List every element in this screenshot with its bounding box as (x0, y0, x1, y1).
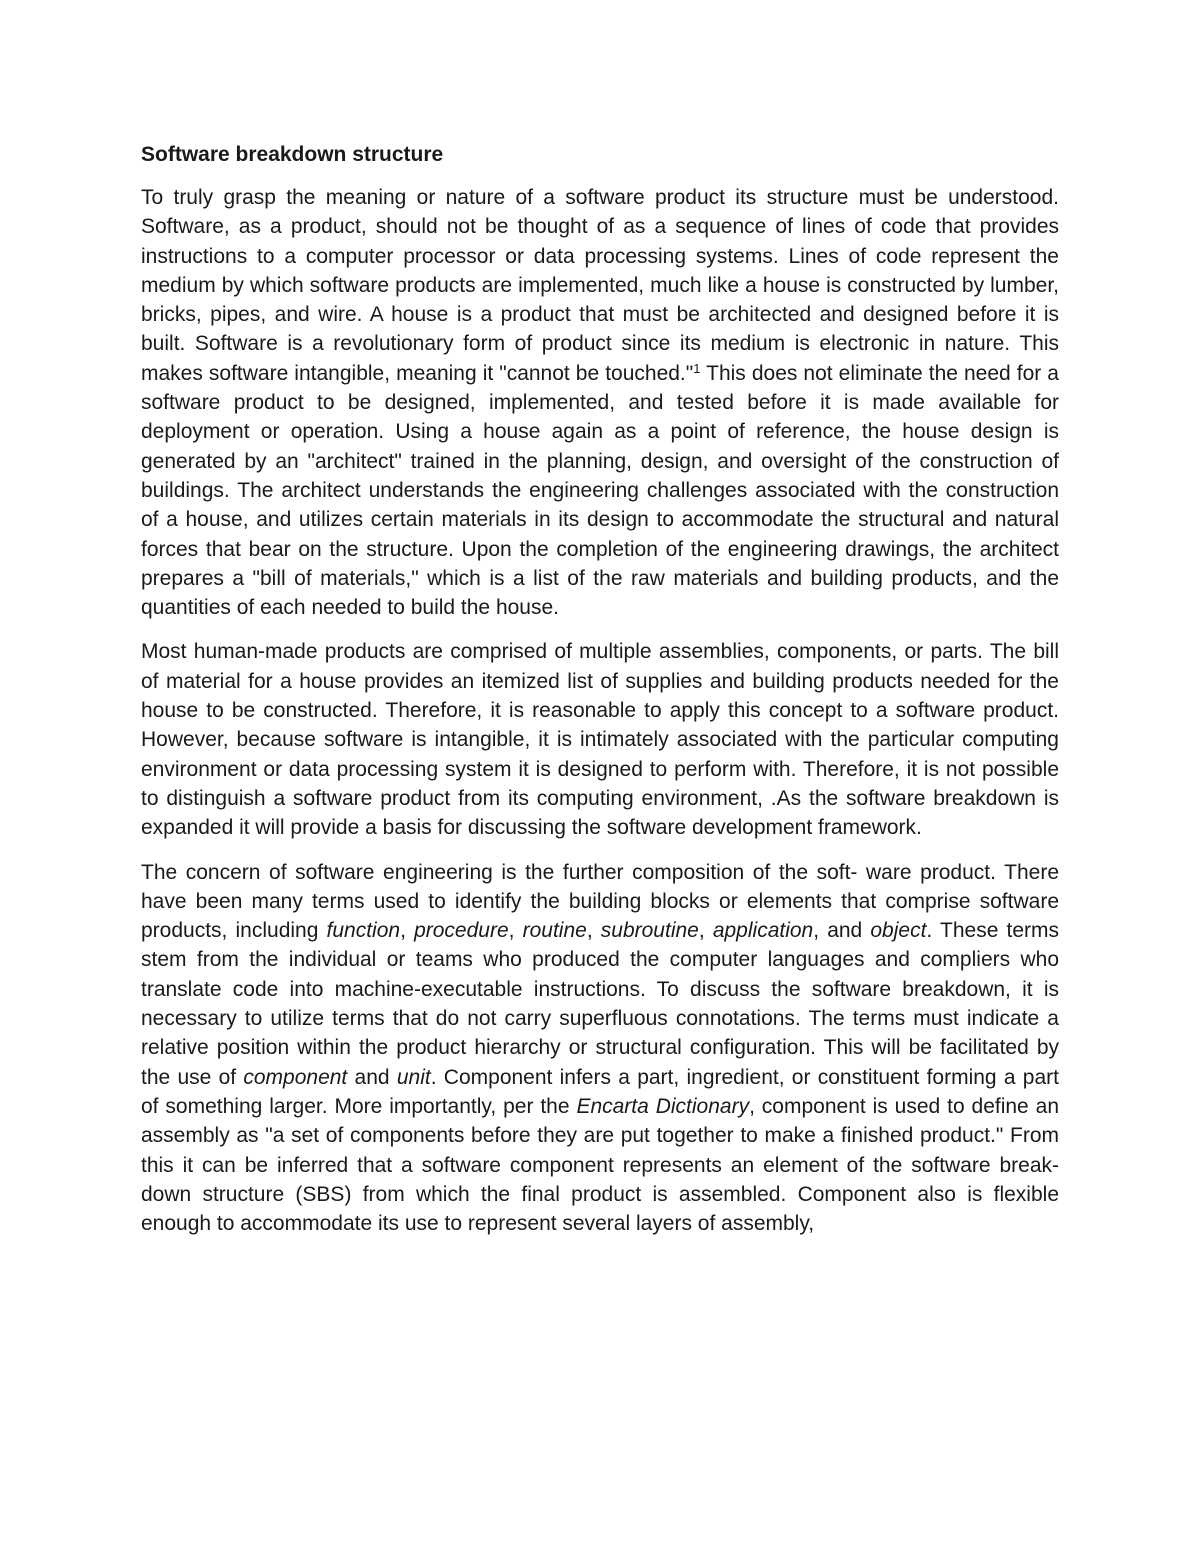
paragraph-1-text-b: This does not eliminate the need for a software product to be designed, implemented, and tested before it is made available for deployment or operation. Using a house again as a point of reference, the house design is generated by an "architect" trained in the planning, design, and oversight of the construction of buildings. The architect understands the engineering challenges associated with the construction of a house, and utilizes certain materials in its design to accommodate the structural and natural forces that bear on the structure. Upon the completion of the engineering drawings, the architect prepares a "bill of materials," which is a list of the raw materials and building products, and the quantities of each needed to build the house. (141, 361, 1059, 620)
term-routine: routine (522, 919, 587, 943)
paragraph-3 (141, 858, 1059, 1239)
document-title: Software breakdown structure (141, 143, 444, 166)
p3-text: , (400, 919, 415, 943)
footnote-marker: 1 (693, 360, 701, 376)
p3-text: , (698, 919, 713, 943)
term-procedure: procedure (414, 919, 509, 943)
p3-text: The concern of software engineering is the further composition of the soft- ware product. There have been many terms used to identify the building blocks or elements that comprise software products, including (141, 860, 1059, 943)
term-encarta-dictionary: Encarta Dictionary (576, 1094, 750, 1118)
p3-text: , (586, 919, 601, 943)
p3-text: . Component infers a part, ingredient, or constituent forming a part of something larger. More importantly, per the (141, 1065, 1059, 1118)
term-unit: unit (396, 1065, 431, 1089)
term-function: function (326, 919, 401, 943)
term-component: component (243, 1065, 348, 1089)
document-page (141, 140, 1059, 1253)
p3-text: . These terms stem from the individual or teams who produced the computer languages and compliers who translate code into machine-executable instructions. To discuss the software breakdown, it is necessary to utilize terms that do not carry superfluous connotations. The terms must indicate a relative position within the product hierarchy or structural configuration. This will be facilitated by the use of (141, 919, 1059, 1089)
p3-text: , (508, 919, 523, 943)
paragraph-2: Most human-made products are comprised of multiple assemblies, components, or parts. The bill of material for a house provides an itemized list of supplies and building products needed for the house to be constructed. Therefore, it is reasonable to apply this concept to a software product. However, because software is intangible, it is intimately associated with the particular computing environment or data processing system it is designed to perform with. Therefore, it is not possible to distinguish a software product from its computing environment, .As the software breakdown is expanded it will provide a basis for discussing the software development framework. (141, 640, 1059, 840)
p3-text: , and (813, 919, 871, 943)
term-object: object (870, 919, 927, 943)
p3-text: , component is used to define an assembly as "a set of components before they are put together to make a finished product." From this it can be inferred that a software component represents an element of the software break- down structure (SBS) from which the final product is assembled. Component also is flexible enough to accommodate its use to represent several layers of assembly, (141, 1094, 1059, 1236)
term-application: application (712, 919, 814, 943)
p3-text: and (347, 1065, 397, 1089)
paragraph-1 (141, 183, 1059, 622)
term-subroutine: subroutine (600, 919, 699, 943)
paragraph-1-text-a: To truly grasp the meaning or nature of a software product its structure must be understood. Software, as a product, should not be thought of as a sequence of lines of code that provides instructions to a computer processor or data processing systems. Lines of code represent the medium by which software products are implemented, much like a house is constructed by lumber, bricks, pipes, and wire. A house is a product that must be architected and designed before it is built. Software is a revolutionary form of product since its medium is electronic in nature. This makes software intangible, meaning it "cannot be touched." (141, 186, 1059, 385)
